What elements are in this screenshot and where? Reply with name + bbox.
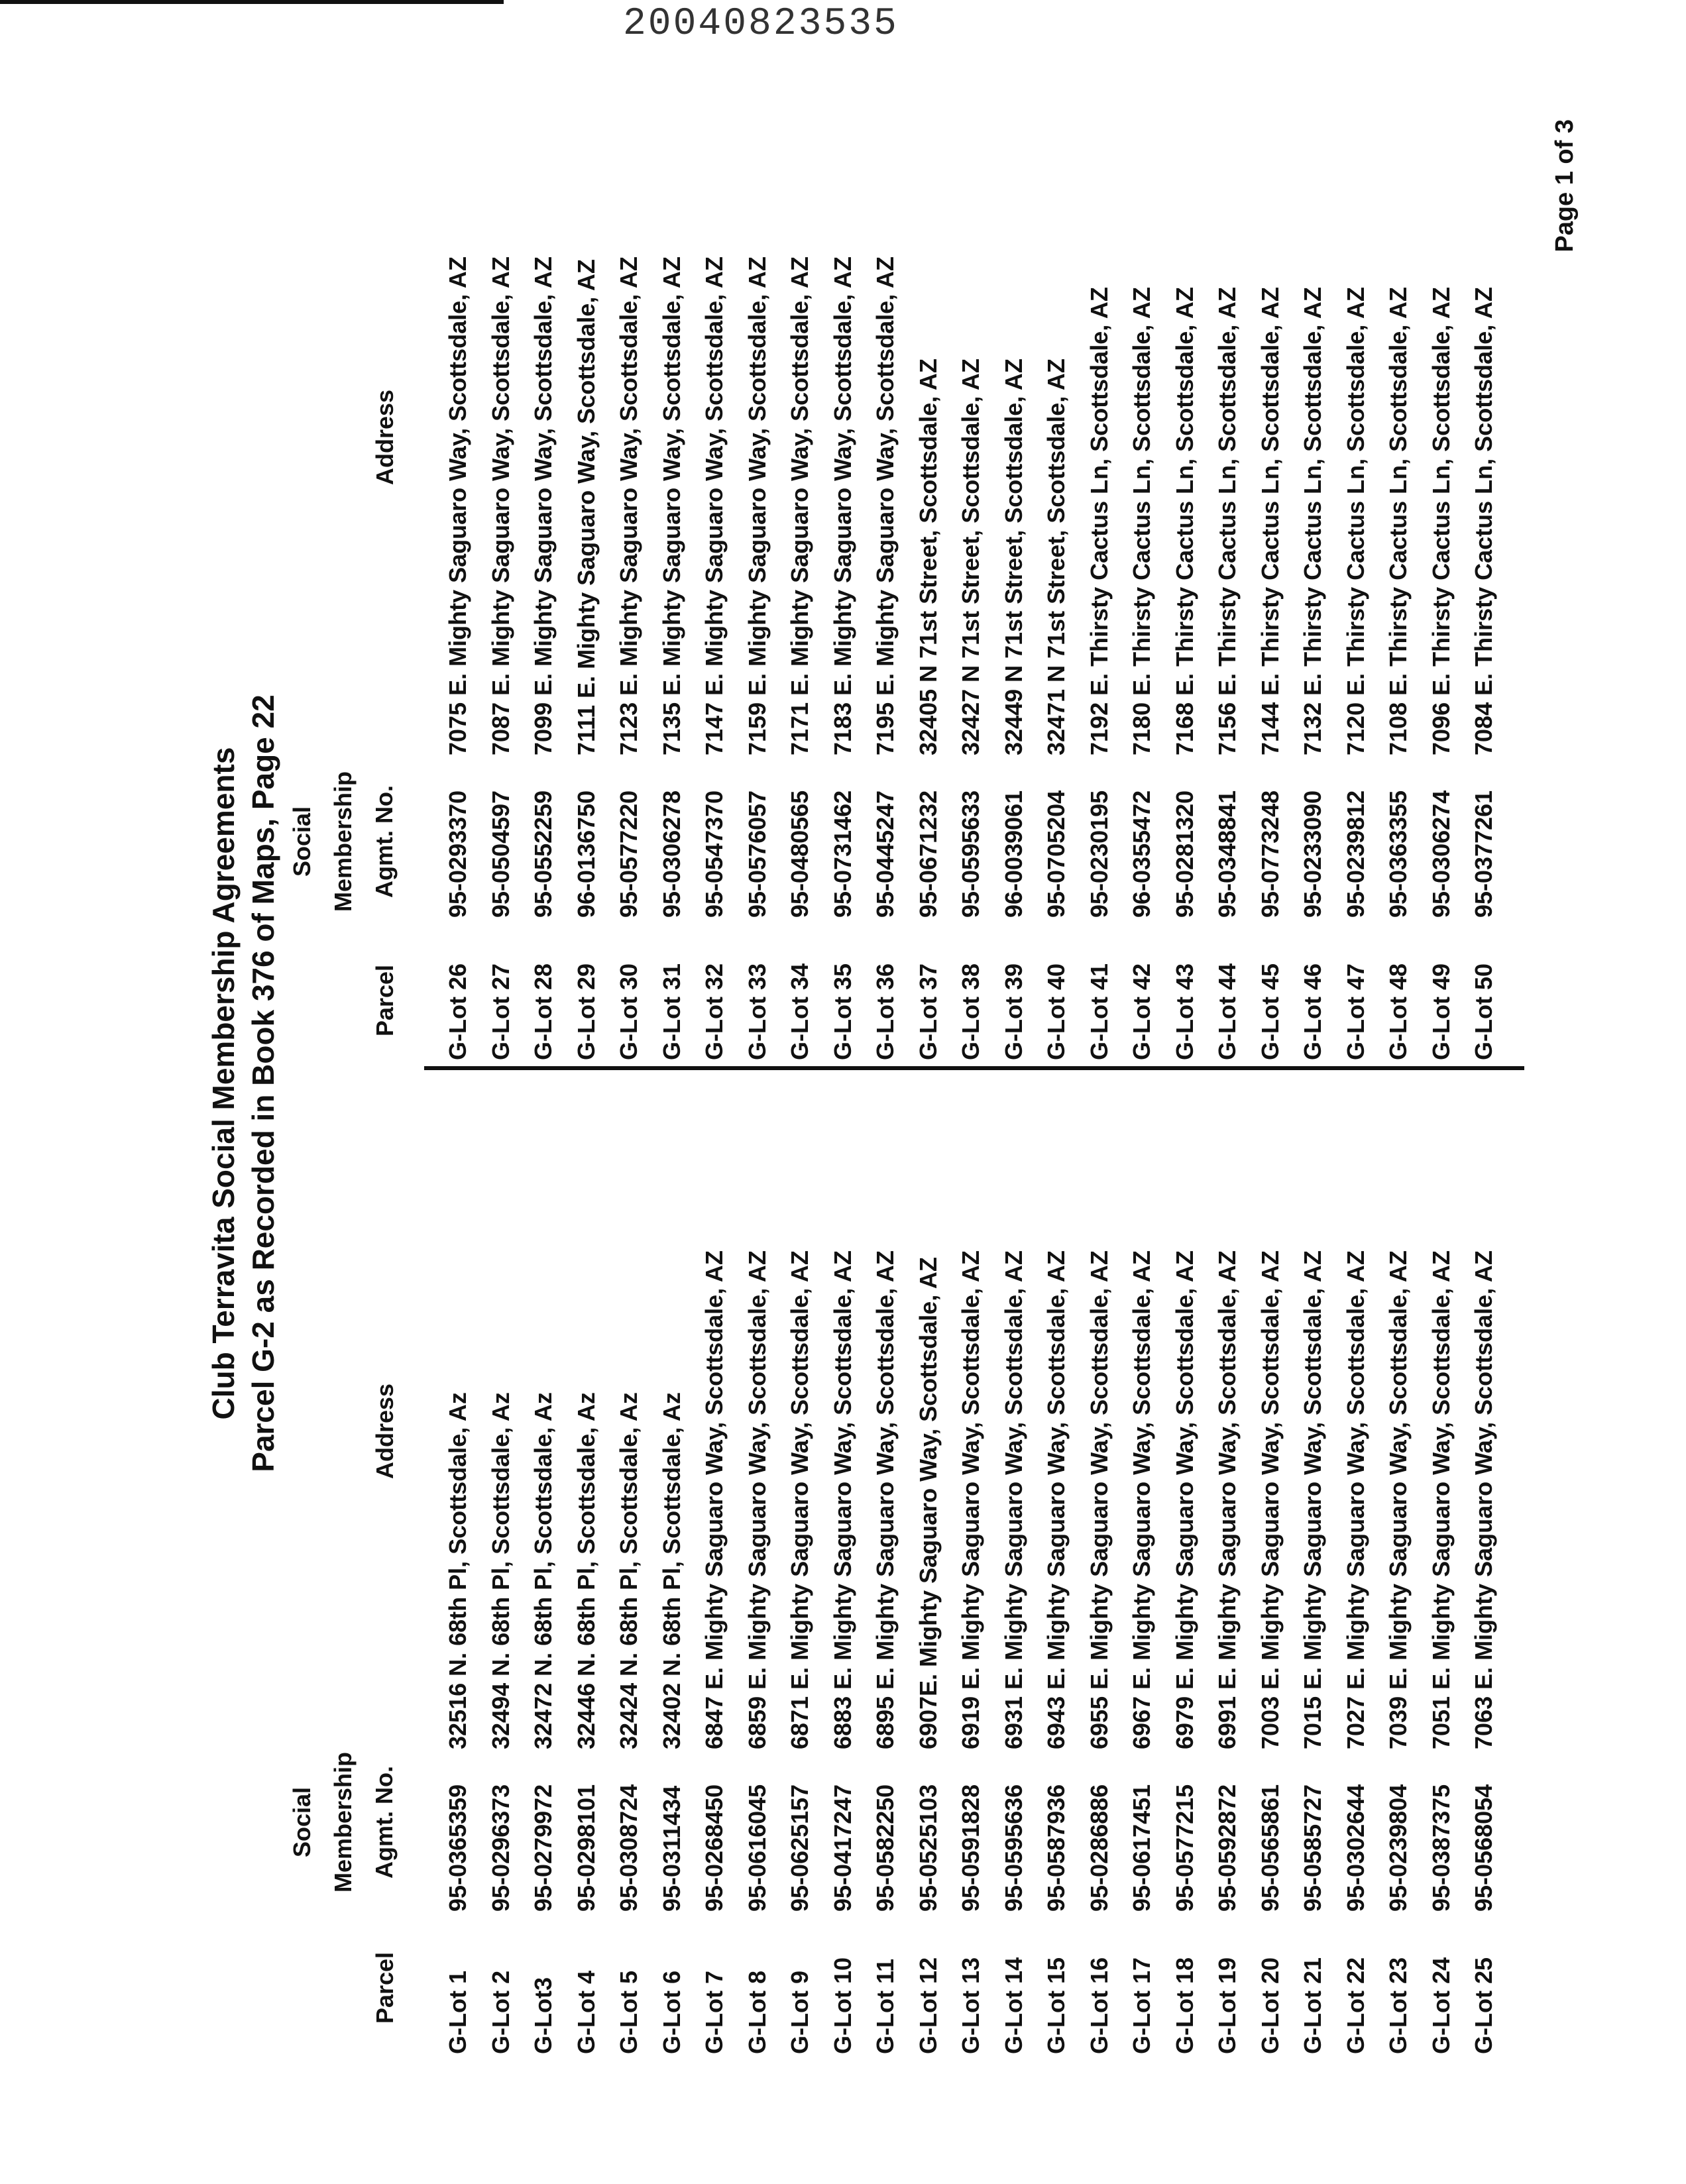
parcel-cell: G-Lot 35 bbox=[828, 963, 856, 1060]
agmt-cell: 95-0417247 bbox=[828, 1784, 856, 1912]
address-cell: 7144 E. Thirsty Cactus Ln, Scottsdale, AZ bbox=[1256, 287, 1284, 755]
agmt-cell: 95-0298101 bbox=[572, 1784, 600, 1912]
address-cell: 7027 E. Mighty Saguaro Way, Scottsdale, AZ bbox=[1341, 1250, 1369, 1749]
agmt-cell: 95-0445247 bbox=[871, 790, 899, 918]
address-cell: 7183 E. Mighty Saguaro Way, Scottsdale, AZ bbox=[828, 256, 856, 755]
address-cell: 7084 E. Thirsty Cactus Ln, Scottsdale, AZ bbox=[1470, 287, 1497, 755]
address-cell: 6907E. Mighty Saguaro Way, Scottsdale, AZ bbox=[914, 1257, 942, 1749]
parcel-cell: G-Lot 27 bbox=[486, 963, 514, 1060]
parcel-cell: G-Lot 26 bbox=[444, 963, 471, 1060]
address-cell: 7015 E. Mighty Saguaro Way, Scottsdale, AZ bbox=[1299, 1250, 1326, 1749]
address-cell: 6931 E. Mighty Saguaro Way, Scottsdale, AZ bbox=[999, 1250, 1027, 1749]
address-cell: 7111 E. Mighty Saguaro Way, Scottsdale, AZ bbox=[572, 259, 600, 755]
address-cell: 7171 E. Mighty Saguaro Way, Scottsdale, AZ bbox=[786, 256, 813, 755]
address-cell: 32449 N 71st Street, Scottsdale, AZ bbox=[999, 358, 1027, 755]
left-header-address: Address bbox=[371, 1383, 398, 1480]
agmt-cell: 95-0363355 bbox=[1384, 790, 1412, 918]
address-cell: 6967 E. Mighty Saguaro Way, Scottsdale, AZ bbox=[1128, 1250, 1155, 1749]
parcel-cell: G-Lot 28 bbox=[530, 963, 557, 1060]
agmt-cell: 95-0587936 bbox=[1042, 1784, 1070, 1912]
parcel-cell: G-Lot 16 bbox=[1085, 1957, 1113, 2054]
agmt-cell: 95-0306278 bbox=[657, 790, 685, 918]
parcel-cell: G-Lot 15 bbox=[1042, 1957, 1070, 2054]
address-cell: 6859 E. Mighty Saguaro Way, Scottsdale, AZ bbox=[743, 1250, 771, 1749]
parcel-cell: G-Lot 9 bbox=[786, 1971, 813, 2054]
agmt-cell: 96-0039061 bbox=[999, 790, 1027, 918]
parcel-cell: G-Lot 1 bbox=[444, 1971, 471, 2054]
agmt-cell: 95-0591828 bbox=[957, 1784, 984, 1912]
agmt-cell: 96-0136750 bbox=[572, 790, 600, 918]
parcel-cell: G-Lot 13 bbox=[957, 1957, 984, 2054]
page-number: Page 1 of 3 bbox=[1551, 119, 1579, 252]
address-cell: 7039 E. Mighty Saguaro Way, Scottsdale, AZ bbox=[1384, 1250, 1412, 1749]
agmt-cell: 95-0348841 bbox=[1213, 790, 1241, 918]
parcel-cell: G-Lot 42 bbox=[1128, 963, 1155, 1060]
parcel-cell: G-Lot 22 bbox=[1341, 1957, 1369, 2054]
address-cell: 7075 E. Mighty Saguaro Way, Scottsdale, AZ bbox=[444, 256, 471, 755]
agmt-cell: 95-0552259 bbox=[530, 790, 557, 918]
parcel-cell: G-Lot 14 bbox=[999, 1957, 1027, 2054]
agmt-cell: 95-0525103 bbox=[914, 1784, 942, 1912]
agmt-cell: 95-0671232 bbox=[914, 790, 942, 918]
address-cell: 7087 E. Mighty Saguaro Way, Scottsdale, AZ bbox=[486, 256, 514, 755]
agmt-cell: 95-0302644 bbox=[1341, 1784, 1369, 1912]
address-cell: 32427 N 71st Street, Scottsdale, AZ bbox=[957, 358, 984, 755]
address-cell: 32516 N. 68th Pl, Scottsdale, Az bbox=[444, 1392, 471, 1749]
right-header-agmt: Social Membership Agmt. No. bbox=[288, 771, 398, 912]
address-cell: 6955 E. Mighty Saguaro Way, Scottsdale, AZ bbox=[1085, 1250, 1113, 1749]
parcel-cell: G-Lot 36 bbox=[871, 963, 899, 1060]
agmt-cell: 95-0617451 bbox=[1128, 1784, 1155, 1912]
right-header-parcel: Parcel bbox=[371, 964, 398, 1037]
agmt-cell: 95-0365359 bbox=[444, 1784, 471, 1912]
agmt-cell: 95-0577215 bbox=[1170, 1784, 1198, 1912]
parcel-cell: G-Lot 47 bbox=[1341, 963, 1369, 1060]
parcel-cell: G-Lot 24 bbox=[1427, 1957, 1455, 2054]
left-header-parcel: Parcel bbox=[371, 1951, 398, 2024]
left-header-agmt: Social Membership Agmt. No. bbox=[288, 1751, 398, 1893]
address-cell: 6847 E. Mighty Saguaro Way, Scottsdale, AZ bbox=[701, 1250, 728, 1749]
agmt-cell: 95-0311434 bbox=[657, 1785, 685, 1912]
agmt-cell: 95-0230195 bbox=[1085, 790, 1113, 918]
address-cell: 32471 N 71st Street, Scottsdale, AZ bbox=[1042, 358, 1070, 755]
address-cell: 7168 E. Thirsty Cactus Ln, Scottsdale, AZ bbox=[1170, 287, 1198, 755]
parcel-cell: G-Lot 8 bbox=[743, 1971, 771, 2054]
page-title: Club Terravita Social Membership Agreements bbox=[206, 747, 241, 1420]
agmt-cell: 95-0268450 bbox=[701, 1784, 728, 1912]
agmt-cell: 95-0568054 bbox=[1470, 1784, 1497, 1912]
page-subtitle: Parcel G-2 as Recorded in Book 376 of Maps, Page 22 bbox=[246, 694, 280, 1472]
rotated-page bbox=[152, 106, 1610, 2061]
address-cell: 6979 E. Mighty Saguaro Way, Scottsdale, AZ bbox=[1170, 1250, 1198, 1749]
agmt-cell: 95-0239812 bbox=[1341, 790, 1369, 918]
address-cell: 7195 E. Mighty Saguaro Way, Scottsdale, AZ bbox=[871, 256, 899, 755]
agmt-cell: 95-0296373 bbox=[486, 1784, 514, 1912]
parcel-cell: G-Lot 33 bbox=[743, 963, 771, 1060]
parcel-cell: G-Lot 18 bbox=[1170, 1957, 1198, 2054]
agmt-cell: 95-0308724 bbox=[615, 1784, 642, 1912]
parcel-cell: G-Lot 38 bbox=[957, 963, 984, 1060]
address-cell: 7135 E. Mighty Saguaro Way, Scottsdale, AZ bbox=[657, 256, 685, 755]
agmt-cell: 95-0387375 bbox=[1427, 1784, 1455, 1912]
agmt-cell: 95-0306274 bbox=[1427, 790, 1455, 918]
agmt-cell: 95-0480565 bbox=[786, 790, 813, 918]
address-cell: 32405 N 71st Street, Scottsdale, AZ bbox=[914, 358, 942, 755]
address-cell: 7123 E. Mighty Saguaro Way, Scottsdale, AZ bbox=[615, 256, 642, 755]
agmt-cell: 95-0233090 bbox=[1299, 790, 1326, 918]
parcel-cell: G-Lot 49 bbox=[1427, 963, 1455, 1060]
parcel-cell: G-Lot 45 bbox=[1256, 963, 1284, 1060]
parcel-cell: G-Lot 12 bbox=[914, 1957, 942, 2054]
parcel-cell: G-Lot 2 bbox=[486, 1971, 514, 2054]
parcel-cell: G-Lot 29 bbox=[572, 963, 600, 1060]
parcel-cell: G-Lot 19 bbox=[1213, 1957, 1241, 2054]
address-cell: 7159 E. Mighty Saguaro Way, Scottsdale, AZ bbox=[743, 256, 771, 755]
parcel-cell: G-Lot 5 bbox=[615, 1971, 642, 2054]
agmt-cell: 96-0355472 bbox=[1128, 790, 1155, 918]
address-cell: 7099 E. Mighty Saguaro Way, Scottsdale, AZ bbox=[530, 256, 557, 755]
parcel-cell: G-Lot 41 bbox=[1085, 963, 1113, 1060]
document-number: 20040823535 bbox=[623, 3, 899, 46]
parcel-cell: G-Lot3 bbox=[530, 1977, 557, 2054]
agmt-cell: 95-0239804 bbox=[1384, 1784, 1412, 1912]
parcel-cell: G-Lot 23 bbox=[1384, 1957, 1412, 2054]
parcel-cell: G-Lot 44 bbox=[1213, 963, 1241, 1060]
agmt-cell: 95-0595633 bbox=[957, 790, 984, 918]
parcel-cell: G-Lot 7 bbox=[701, 1971, 728, 2054]
parcel-cell: G-Lot 11 bbox=[871, 1958, 899, 2054]
right-header-address: Address bbox=[371, 389, 398, 486]
address-cell: 6991 E. Mighty Saguaro Way, Scottsdale, AZ bbox=[1213, 1250, 1241, 1749]
parcel-cell: G-Lot 10 bbox=[828, 1957, 856, 2054]
address-cell: 6883 E. Mighty Saguaro Way, Scottsdale, AZ bbox=[828, 1250, 856, 1749]
agmt-cell: 95-0585727 bbox=[1299, 1784, 1326, 1912]
address-cell: 32424 N. 68th Pl, Scottsdale, Az bbox=[615, 1392, 642, 1749]
agmt-cell: 95-0279972 bbox=[530, 1784, 557, 1912]
address-cell: 7096 E. Thirsty Cactus Ln, Scottsdale, AZ bbox=[1427, 287, 1455, 755]
top-rule bbox=[0, 0, 504, 4]
parcel-cell: G-Lot 43 bbox=[1170, 963, 1198, 1060]
address-cell: 7003 E. Mighty Saguaro Way, Scottsdale, AZ bbox=[1256, 1250, 1284, 1749]
parcel-cell: G-Lot 30 bbox=[615, 963, 642, 1060]
agmt-cell: 95-0281320 bbox=[1170, 790, 1198, 918]
address-cell: 6895 E. Mighty Saguaro Way, Scottsdale, AZ bbox=[871, 1250, 899, 1749]
agmt-cell: 95-0731462 bbox=[828, 790, 856, 918]
address-cell: 7147 E. Mighty Saguaro Way, Scottsdale, AZ bbox=[701, 256, 728, 755]
parcel-cell: G-Lot 20 bbox=[1256, 1957, 1284, 2054]
parcel-cell: G-Lot 40 bbox=[1042, 963, 1070, 1060]
agmt-cell: 95-0625157 bbox=[786, 1784, 813, 1912]
address-cell: 7132 E. Thirsty Cactus Ln, Scottsdale, AZ bbox=[1299, 287, 1326, 755]
agmt-cell: 95-0616045 bbox=[743, 1784, 771, 1912]
agmt-cell: 95-0504597 bbox=[486, 790, 514, 918]
agmt-cell: 95-0705204 bbox=[1042, 790, 1070, 918]
agmt-cell: 95-0565861 bbox=[1256, 1784, 1284, 1912]
address-cell: 32494 N. 68th Pl, Scottsdale, Az bbox=[486, 1392, 514, 1749]
parcel-cell: G-Lot 50 bbox=[1470, 963, 1497, 1060]
address-cell: 6919 E. Mighty Saguaro Way, Scottsdale, AZ bbox=[957, 1250, 984, 1749]
address-cell: 6871 E. Mighty Saguaro Way, Scottsdale, AZ bbox=[786, 1250, 813, 1749]
parcel-cell: G-Lot 31 bbox=[657, 963, 685, 1060]
parcel-cell: G-Lot 4 bbox=[572, 1971, 600, 2054]
agmt-cell: 95-0773248 bbox=[1256, 790, 1284, 918]
parcel-cell: G-Lot 17 bbox=[1128, 1957, 1155, 2054]
parcel-cell: G-Lot 37 bbox=[914, 963, 942, 1060]
agmt-cell: 95-0377261 bbox=[1470, 790, 1497, 918]
agmt-cell: 95-0293370 bbox=[444, 790, 471, 918]
address-cell: 7180 E. Thirsty Cactus Ln, Scottsdale, AZ bbox=[1128, 287, 1155, 755]
parcel-cell: G-Lot 21 bbox=[1299, 1957, 1326, 2054]
address-cell: 32402 N. 68th Pl, Scottsdale, Az bbox=[657, 1392, 685, 1749]
parcel-cell: G-Lot 34 bbox=[786, 963, 813, 1060]
address-cell: 32446 N. 68th Pl, Scottsdale, Az bbox=[572, 1392, 600, 1749]
agmt-cell: 95-0595636 bbox=[999, 1784, 1027, 1912]
address-cell: 6943 E. Mighty Saguaro Way, Scottsdale, AZ bbox=[1042, 1250, 1070, 1749]
parcel-cell: G-Lot 25 bbox=[1470, 1957, 1497, 2054]
agmt-cell: 95-0286886 bbox=[1085, 1784, 1113, 1912]
address-cell: 7192 E. Thirsty Cactus Ln, Scottsdale, AZ bbox=[1085, 287, 1113, 755]
address-cell: 32472 N. 68th Pl, Scottsdale, Az bbox=[530, 1392, 557, 1749]
column-divider bbox=[424, 1066, 1524, 1070]
address-cell: 7051 E. Mighty Saguaro Way, Scottsdale, AZ bbox=[1427, 1250, 1455, 1749]
agmt-cell: 95-0592872 bbox=[1213, 1784, 1241, 1912]
agmt-cell: 95-0576057 bbox=[743, 790, 771, 918]
parcel-cell: G-Lot 48 bbox=[1384, 963, 1412, 1060]
address-cell: 7156 E. Thirsty Cactus Ln, Scottsdale, AZ bbox=[1213, 287, 1241, 755]
address-cell: 7120 E. Thirsty Cactus Ln, Scottsdale, AZ bbox=[1341, 287, 1369, 755]
agmt-cell: 95-0547370 bbox=[701, 790, 728, 918]
agmt-cell: 95-0582250 bbox=[871, 1784, 899, 1912]
address-cell: 7108 E. Thirsty Cactus Ln, Scottsdale, AZ bbox=[1384, 287, 1412, 755]
parcel-cell: G-Lot 6 bbox=[657, 1971, 685, 2054]
parcel-cell: G-Lot 32 bbox=[701, 963, 728, 1060]
parcel-cell: G-Lot 39 bbox=[999, 963, 1027, 1060]
agmt-cell: 95-0577220 bbox=[615, 790, 642, 918]
address-cell: 7063 E. Mighty Saguaro Way, Scottsdale, AZ bbox=[1470, 1250, 1497, 1749]
parcel-cell: G-Lot 46 bbox=[1299, 963, 1326, 1060]
